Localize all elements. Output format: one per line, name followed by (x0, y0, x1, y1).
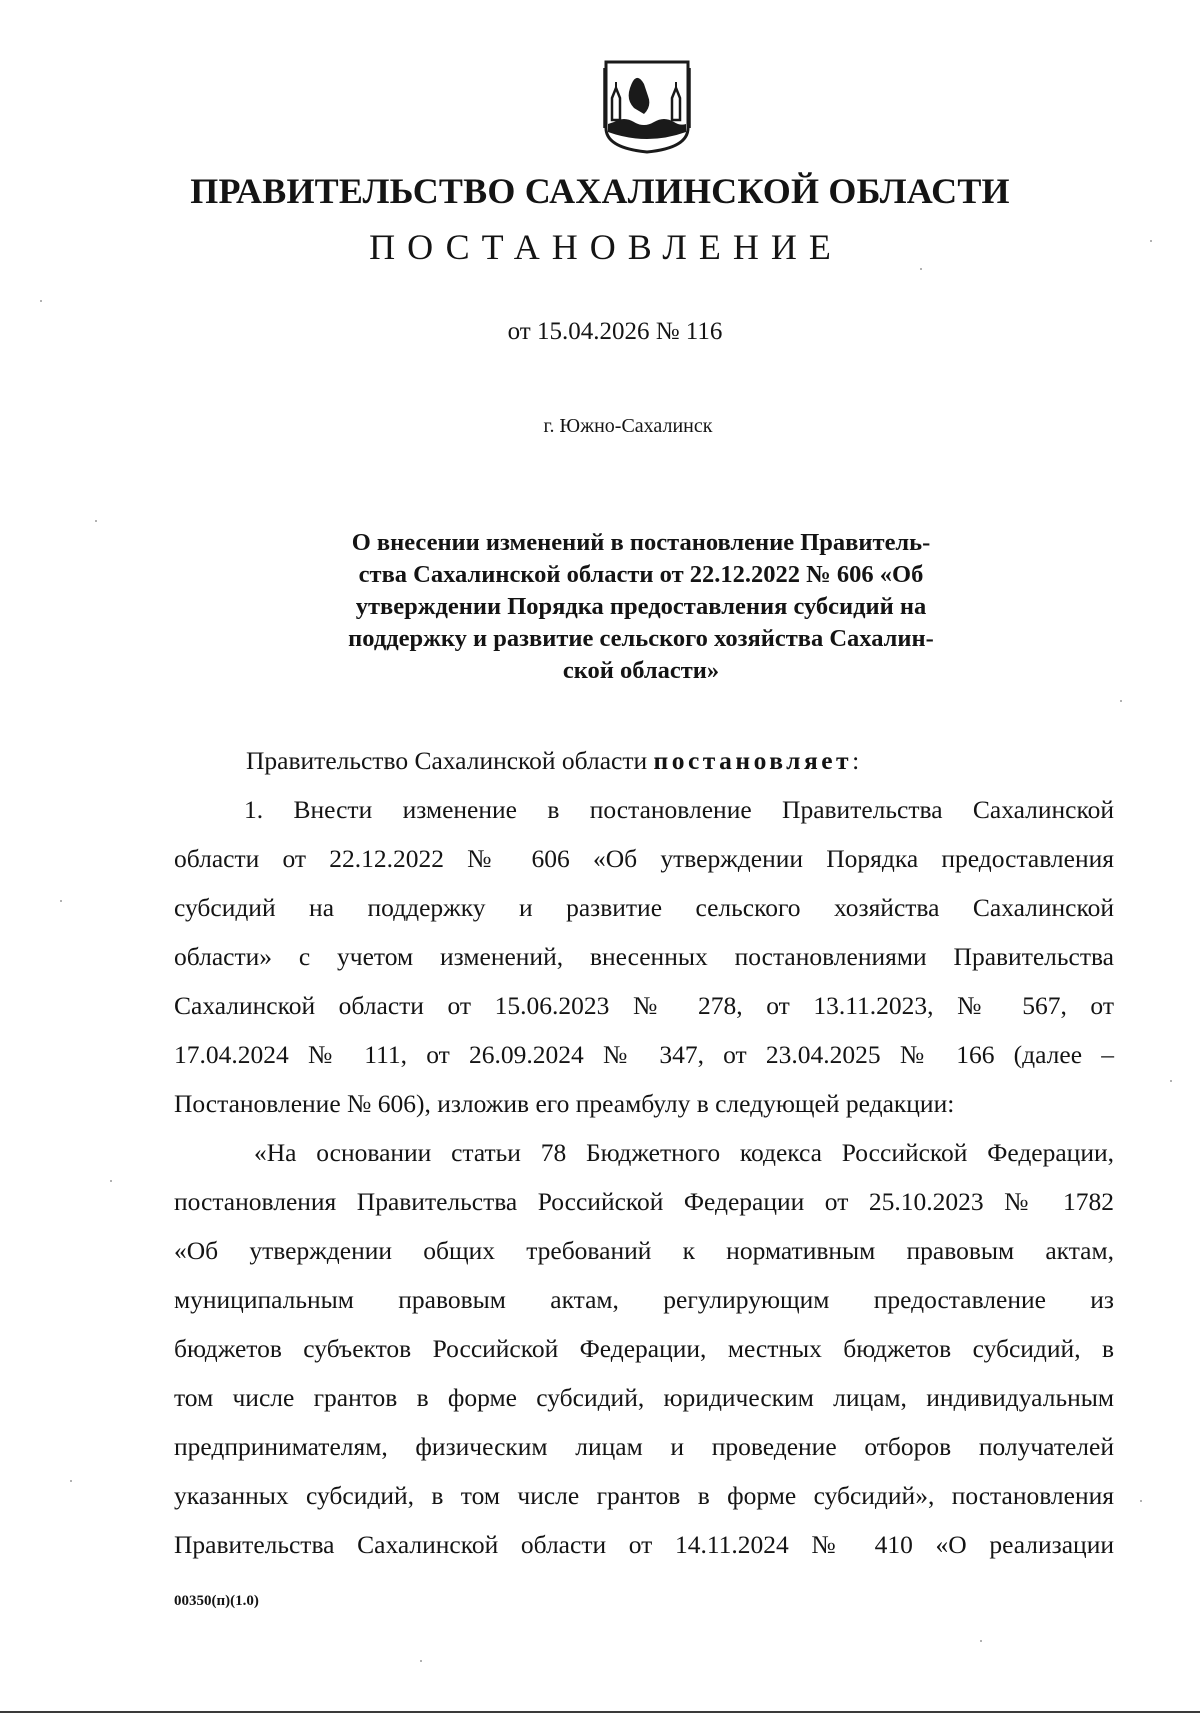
document-body (174, 736, 1114, 1569)
resolution-prefix: Правительство Сахалинской области (246, 746, 654, 775)
item-1-line: 17.04.2024 № 111, от 26.09.2024 № 347, от 23.04.2025 № 166 (далее – (174, 1040, 1114, 1069)
document-date-number: от 15.04.2026 № 116 (507, 318, 723, 345)
document-city: г. Южно-Сахалинск (543, 415, 713, 437)
quote-line: указанных субсидий, в том числе грантов в форме субсидий», постановления (174, 1481, 1114, 1510)
item-1-line: Сахалинской области от 15.06.2023 № 278, от 13.11.2023, № 567, от (174, 991, 1114, 1020)
quote-line: Правительства Сахалинской области от 14.11.2024 № 410 «О реализации (174, 1530, 1114, 1559)
quote-line: предпринимателям, физическим лицам и проведение отборов получателей (174, 1432, 1114, 1461)
item-1-line: субсидий на поддержку и развитие сельского хозяйства Сахалинской (174, 893, 1114, 922)
heading-line: поддержку и развитие сельского хозяйства Сахалин- (348, 625, 934, 652)
heading-line: О внесении изменений в постановление Правитель- (351, 529, 931, 556)
coat-of-arms-icon (600, 58, 694, 154)
resolution-keyword: постановляет (653, 746, 853, 775)
quote-line: бюджетов субъектов Российской Федерации, местных бюджетов субсидий, в (174, 1334, 1114, 1363)
heading-line: утверждении Порядка предоставления субсидий на (355, 593, 927, 620)
item-1-line: Постановление № 606), изложив его преамбулу в следующей редакции: (174, 1089, 955, 1118)
authority-name: ПРАВИТЕЛЬСТВО САХАЛИНСКОЙ ОБЛАСТИ (190, 171, 1010, 211)
resolution-suffix: : (852, 746, 860, 775)
quote-line: том числе грантов в форме субсидий, юридическим лицам, индивидуальным (174, 1383, 1114, 1412)
heading-line: ской области» (562, 657, 720, 684)
heading-line: ства Сахалинской области от 22.12.2022 № 606 «Об (358, 561, 924, 588)
document-heading (296, 527, 986, 687)
form-code: 00350(п)(1.0) (174, 1593, 259, 1609)
document-type: ПОСТАНОВЛЕНИЕ (369, 227, 843, 267)
resolution-line (174, 736, 1114, 785)
item-1-line: 1. Внести изменение в постановление Правительства Сахалинской (244, 795, 1114, 824)
quote-line: «На основании статьи 78 Бюджетного кодекса Российской Федерации, (254, 1138, 1114, 1167)
bottom-rule (0, 1711, 1200, 1713)
quote-line: постановления Правительства Российской Федерации от 25.10.2023 № 1782 (174, 1187, 1114, 1216)
quote-line: муниципальным правовым актам, регулирующим предоставление из (174, 1285, 1114, 1314)
item-1-line: области от 22.12.2022 № 606 «Об утверждении Порядка предоставления (174, 844, 1114, 873)
item-1-line: области» с учетом изменений, внесенных постановлениями Правительства (174, 942, 1114, 971)
quote-line: «Об утверждении общих требований к нормативным правовым актам, (174, 1236, 1114, 1265)
